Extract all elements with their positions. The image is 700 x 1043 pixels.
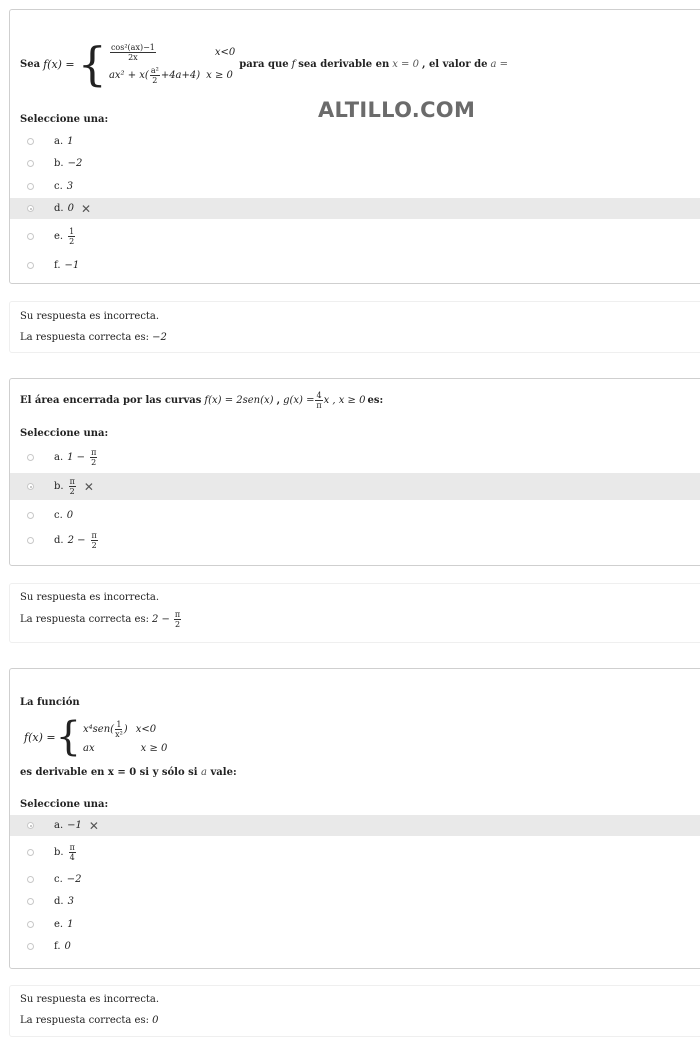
q2-opt-d-pre: 2 − <box>67 534 86 546</box>
q1-case1-cond: x<0 <box>214 47 236 58</box>
q1-opt-e-den: 2 <box>69 236 75 246</box>
q3-function <box>24 713 167 761</box>
q2-opt-d-letter: d. <box>54 534 64 546</box>
q1-radio-c[interactable] <box>27 183 34 190</box>
q1-option-e[interactable] <box>10 224 700 248</box>
q3-outro <box>20 767 237 778</box>
q3-opt-c-letter: c. <box>54 873 63 885</box>
q3-option-f[interactable] <box>10 936 700 956</box>
q2-g-label: g(x) = <box>283 394 315 406</box>
q2-feedback-correct <box>20 610 182 629</box>
q1-case1-den: 2x <box>128 53 138 62</box>
q1-case1-frac <box>110 43 156 62</box>
q1-correct-value: −2 <box>152 332 167 343</box>
q2-opt-b-num: π <box>69 477 75 486</box>
q2-correct-num: π <box>174 610 181 619</box>
q2-feedback-incorrect: Su respuesta es incorrecta. <box>20 592 160 603</box>
q1-case2-b: +4a+4) <box>160 70 201 81</box>
q2-g-num: 4 <box>316 390 322 400</box>
q1-suffix-a: para que <box>239 58 289 70</box>
q2-g-den: π <box>316 400 322 410</box>
q2-correct-frac <box>174 610 181 629</box>
q3-opt-d-value: 3 <box>67 895 74 907</box>
q3-case1-cond: x<0 <box>135 724 157 735</box>
q1-select-label: Seleccione una: <box>20 114 109 125</box>
q1-radio-a[interactable] <box>27 138 34 145</box>
q2-correct-prefix: La respuesta correcta es: <box>20 614 149 625</box>
q3-radio-f[interactable] <box>27 943 34 950</box>
q3-opt-f-letter: f. <box>54 940 61 952</box>
q3-radio-c[interactable] <box>27 876 34 883</box>
q2-option-b[interactable] <box>10 473 700 500</box>
q2-opt-d-den: 2 <box>91 540 97 550</box>
q3-correct-value: 0 <box>152 1015 159 1026</box>
q2-feedback <box>9 583 700 643</box>
q2-opt-a-pre: 1 − <box>67 451 86 463</box>
q1-opt-b-letter: b. <box>54 157 64 169</box>
q2-option-d[interactable] <box>10 527 700 553</box>
q2-g-frac <box>315 391 322 410</box>
incorrect-x-icon: ✕ <box>83 479 94 494</box>
q3-opt-f-value: 0 <box>64 940 71 952</box>
q2-text-a: El área encerrada por las curvas <box>20 394 202 406</box>
q3-opt-d-letter: d. <box>54 895 64 907</box>
q3-outro-var: a <box>201 767 208 778</box>
q1-option-c[interactable] <box>10 176 700 196</box>
q3-case2-cond: x ≥ 0 <box>140 743 168 754</box>
q1-feedback <box>9 301 700 353</box>
q3-radio-d[interactable] <box>27 898 34 905</box>
q2-correct-pre: 2 − <box>151 614 170 625</box>
q2-radio-b[interactable] <box>27 483 34 490</box>
q3-radio-e[interactable] <box>27 921 34 928</box>
q1-radio-f[interactable] <box>27 262 34 269</box>
q1-option-f[interactable] <box>10 255 700 275</box>
q1-radio-e[interactable] <box>27 233 34 240</box>
q2-option-a[interactable] <box>10 444 700 470</box>
q3-case2: ax <box>83 743 95 754</box>
q2-select-label: Seleccione una: <box>20 428 109 439</box>
q3-option-b[interactable] <box>10 839 700 865</box>
q2-correct-den: 2 <box>174 620 181 629</box>
q1-opt-a-letter: a. <box>54 135 64 147</box>
q3-outro-b: vale: <box>210 767 237 778</box>
question-3-card <box>9 668 700 969</box>
question-1-card <box>9 9 700 284</box>
q1-opt-e-letter: e. <box>54 230 64 242</box>
q1-opt-e-num: 1 <box>69 226 75 236</box>
q3-case1-frac <box>115 720 123 739</box>
q2-opt-b-den: 2 <box>69 487 75 496</box>
q3-radio-b[interactable] <box>27 849 34 856</box>
q1-opt-d-letter: d. <box>54 203 64 214</box>
q3-opt-b-num: π <box>69 842 75 852</box>
q1-opt-f-value: −1 <box>64 259 80 271</box>
q3-feedback <box>9 985 700 1037</box>
q3-opt-b-den: 4 <box>69 852 75 862</box>
q2-opt-d-frac <box>91 531 98 550</box>
q3-radio-a[interactable] <box>27 822 34 829</box>
q3-correct-prefix: La respuesta correcta es: <box>20 1015 149 1026</box>
q3-option-e[interactable] <box>10 914 700 934</box>
q3-select-label: Seleccione una: <box>20 799 109 810</box>
q1-feedback-correct <box>20 332 167 343</box>
q3-opt-b-frac <box>69 843 76 862</box>
q2-radio-c[interactable] <box>27 512 34 519</box>
q3-case1-a: x⁴sen( <box>83 724 115 735</box>
q2-opt-a-letter: a. <box>54 451 64 463</box>
q1-case2-a: ax² + x( <box>108 70 149 81</box>
q1-feedback-incorrect: Su respuesta es incorrecta. <box>20 311 160 322</box>
q2-opt-c-letter: c. <box>54 509 63 521</box>
question-2-card <box>9 378 700 566</box>
q3-brace: { <box>55 714 82 760</box>
q1-cases <box>109 43 235 85</box>
q1-case2-frac-den: 2 <box>152 76 158 85</box>
q1-option-b[interactable] <box>10 153 700 173</box>
q1-suffix-var: a = <box>490 58 508 70</box>
q3-case1-b: ) <box>123 724 128 735</box>
q3-outro-a: es derivable en x = 0 si y sólo si <box>20 767 198 778</box>
watermark: ALTILLO.COM <box>318 98 476 122</box>
q1-option-d[interactable] <box>10 198 700 219</box>
q1-brace: { <box>77 37 107 91</box>
q1-opt-d-value: 0 <box>67 203 74 214</box>
q1-suffix-c: , el valor de <box>421 58 488 70</box>
q3-cases <box>83 720 167 754</box>
q3-opt-a-value: −1 <box>67 820 82 831</box>
q3-feedback-correct <box>20 1015 159 1026</box>
q1-option-a[interactable] <box>10 131 700 151</box>
q2-opt-a-frac <box>90 448 97 467</box>
q2-opt-b-frac <box>69 477 76 496</box>
q2-radio-a[interactable] <box>27 454 34 461</box>
q3-f-label: f(x) = <box>24 730 56 744</box>
q2-opt-b-letter: b. <box>54 481 64 492</box>
q3-opt-e-value: 1 <box>67 918 74 930</box>
q3-feedback-incorrect: Su respuesta es incorrecta. <box>20 994 160 1005</box>
q1-correct-prefix: La respuesta correcta es: <box>20 332 149 343</box>
q3-option-a[interactable] <box>10 815 700 836</box>
q1-f-label: f(x) = <box>43 57 75 71</box>
q2-sep: , <box>276 394 281 406</box>
q1-opt-c-value: 3 <box>66 180 74 192</box>
q1-case2-frac-num: a² <box>150 66 159 75</box>
q1-opt-c-letter: c. <box>54 180 63 192</box>
q2-radio-d[interactable] <box>27 537 34 544</box>
q2-opt-a-num: π <box>91 447 97 457</box>
q2-g-tail: x , x ≥ 0 <box>323 394 366 406</box>
q1-opt-e-frac <box>68 227 75 246</box>
q3-opt-b-letter: b. <box>54 846 64 858</box>
q2-opt-d-num: π <box>91 530 97 540</box>
question-1-text <box>20 36 508 92</box>
q3-opt-e-letter: e. <box>54 918 64 930</box>
q1-radio-b[interactable] <box>27 160 34 167</box>
q1-case2-cond: x ≥ 0 <box>206 70 233 81</box>
q1-opt-a-value: 1 <box>67 135 74 147</box>
q1-radio-d[interactable] <box>27 205 34 212</box>
q3-option-c[interactable] <box>10 869 700 889</box>
q2-text-b: es: <box>367 394 384 406</box>
q1-suffix-f: f <box>291 58 296 70</box>
q1-prefix: Sea <box>20 58 41 70</box>
q2-f-expr: f(x) = 2sen(x) <box>204 394 274 406</box>
q3-case1-num: 1 <box>116 720 122 729</box>
q1-opt-f-letter: f. <box>54 259 61 271</box>
q3-case1-den: x² <box>115 730 123 739</box>
incorrect-x-icon: ✕ <box>88 818 99 833</box>
q2-opt-a-den: 2 <box>91 457 97 467</box>
q3-intro: La función <box>20 697 80 708</box>
q2-opt-c-value: 0 <box>66 509 74 521</box>
q1-suffix-b: sea derivable en <box>298 58 390 70</box>
q3-opt-a-letter: a. <box>54 820 64 831</box>
q2-option-c[interactable] <box>10 505 700 525</box>
q3-option-d[interactable] <box>10 891 700 911</box>
incorrect-x-icon: ✕ <box>80 201 92 216</box>
question-2-text <box>20 389 383 411</box>
q1-case1-num: cos²(ax)−1 <box>110 43 155 52</box>
q1-suffix-point: x = 0 <box>392 58 419 70</box>
q3-opt-c-value: −2 <box>66 873 82 885</box>
q1-case2-frac <box>150 66 160 85</box>
q1-opt-b-value: −2 <box>67 157 83 169</box>
